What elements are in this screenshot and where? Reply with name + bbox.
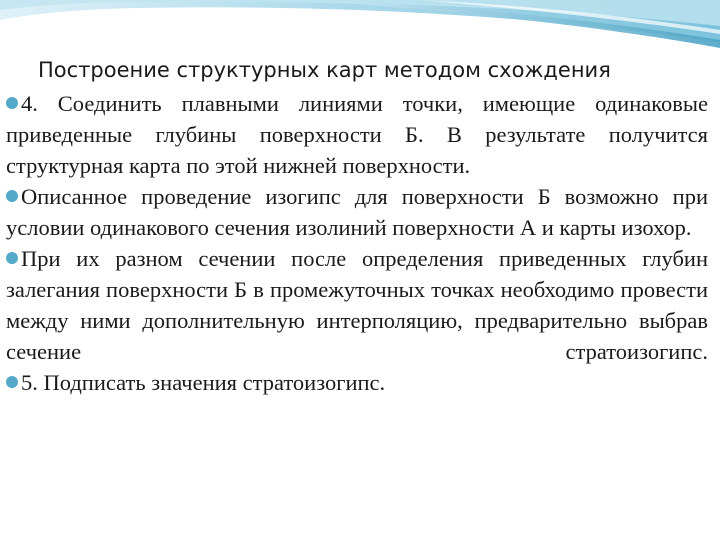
bullet-icon [6, 190, 18, 202]
header-wave-decoration [0, 0, 720, 60]
bullet-icon [6, 252, 18, 264]
paragraph-interpolation [6, 243, 708, 367]
bullet-icon [6, 97, 18, 109]
paragraph-step-5 [6, 367, 708, 398]
paragraph-isogyps-note [6, 181, 708, 243]
paragraph-text: При их разном сечении после определения приведенных глубин залегания поверхности Б в промежуточных точках необходимо провести между ними дополнительную интерполяцию, предварительно выбрав сечение стратоизогипс. [6, 246, 708, 364]
slide-body [6, 88, 708, 398]
paragraph-text: Описанное проведение изогипс для поверхности Б возможно при условии одинакового сечения изолиний поверхности А и карты изохор. [6, 184, 708, 240]
paragraph-text: 4. Соединить плавными линиями точки, имеющие одинаковые приведенные глубины поверхности Б. В результате получится структурная карта по этой нижней поверхности. [6, 91, 708, 178]
paragraph-text: 5. Подписать значения стратоизогипс. [21, 370, 386, 395]
slide-title: Построение структурных карт методом схождения [38, 58, 611, 82]
bullet-icon [6, 376, 18, 388]
paragraph-step-4 [6, 88, 708, 181]
